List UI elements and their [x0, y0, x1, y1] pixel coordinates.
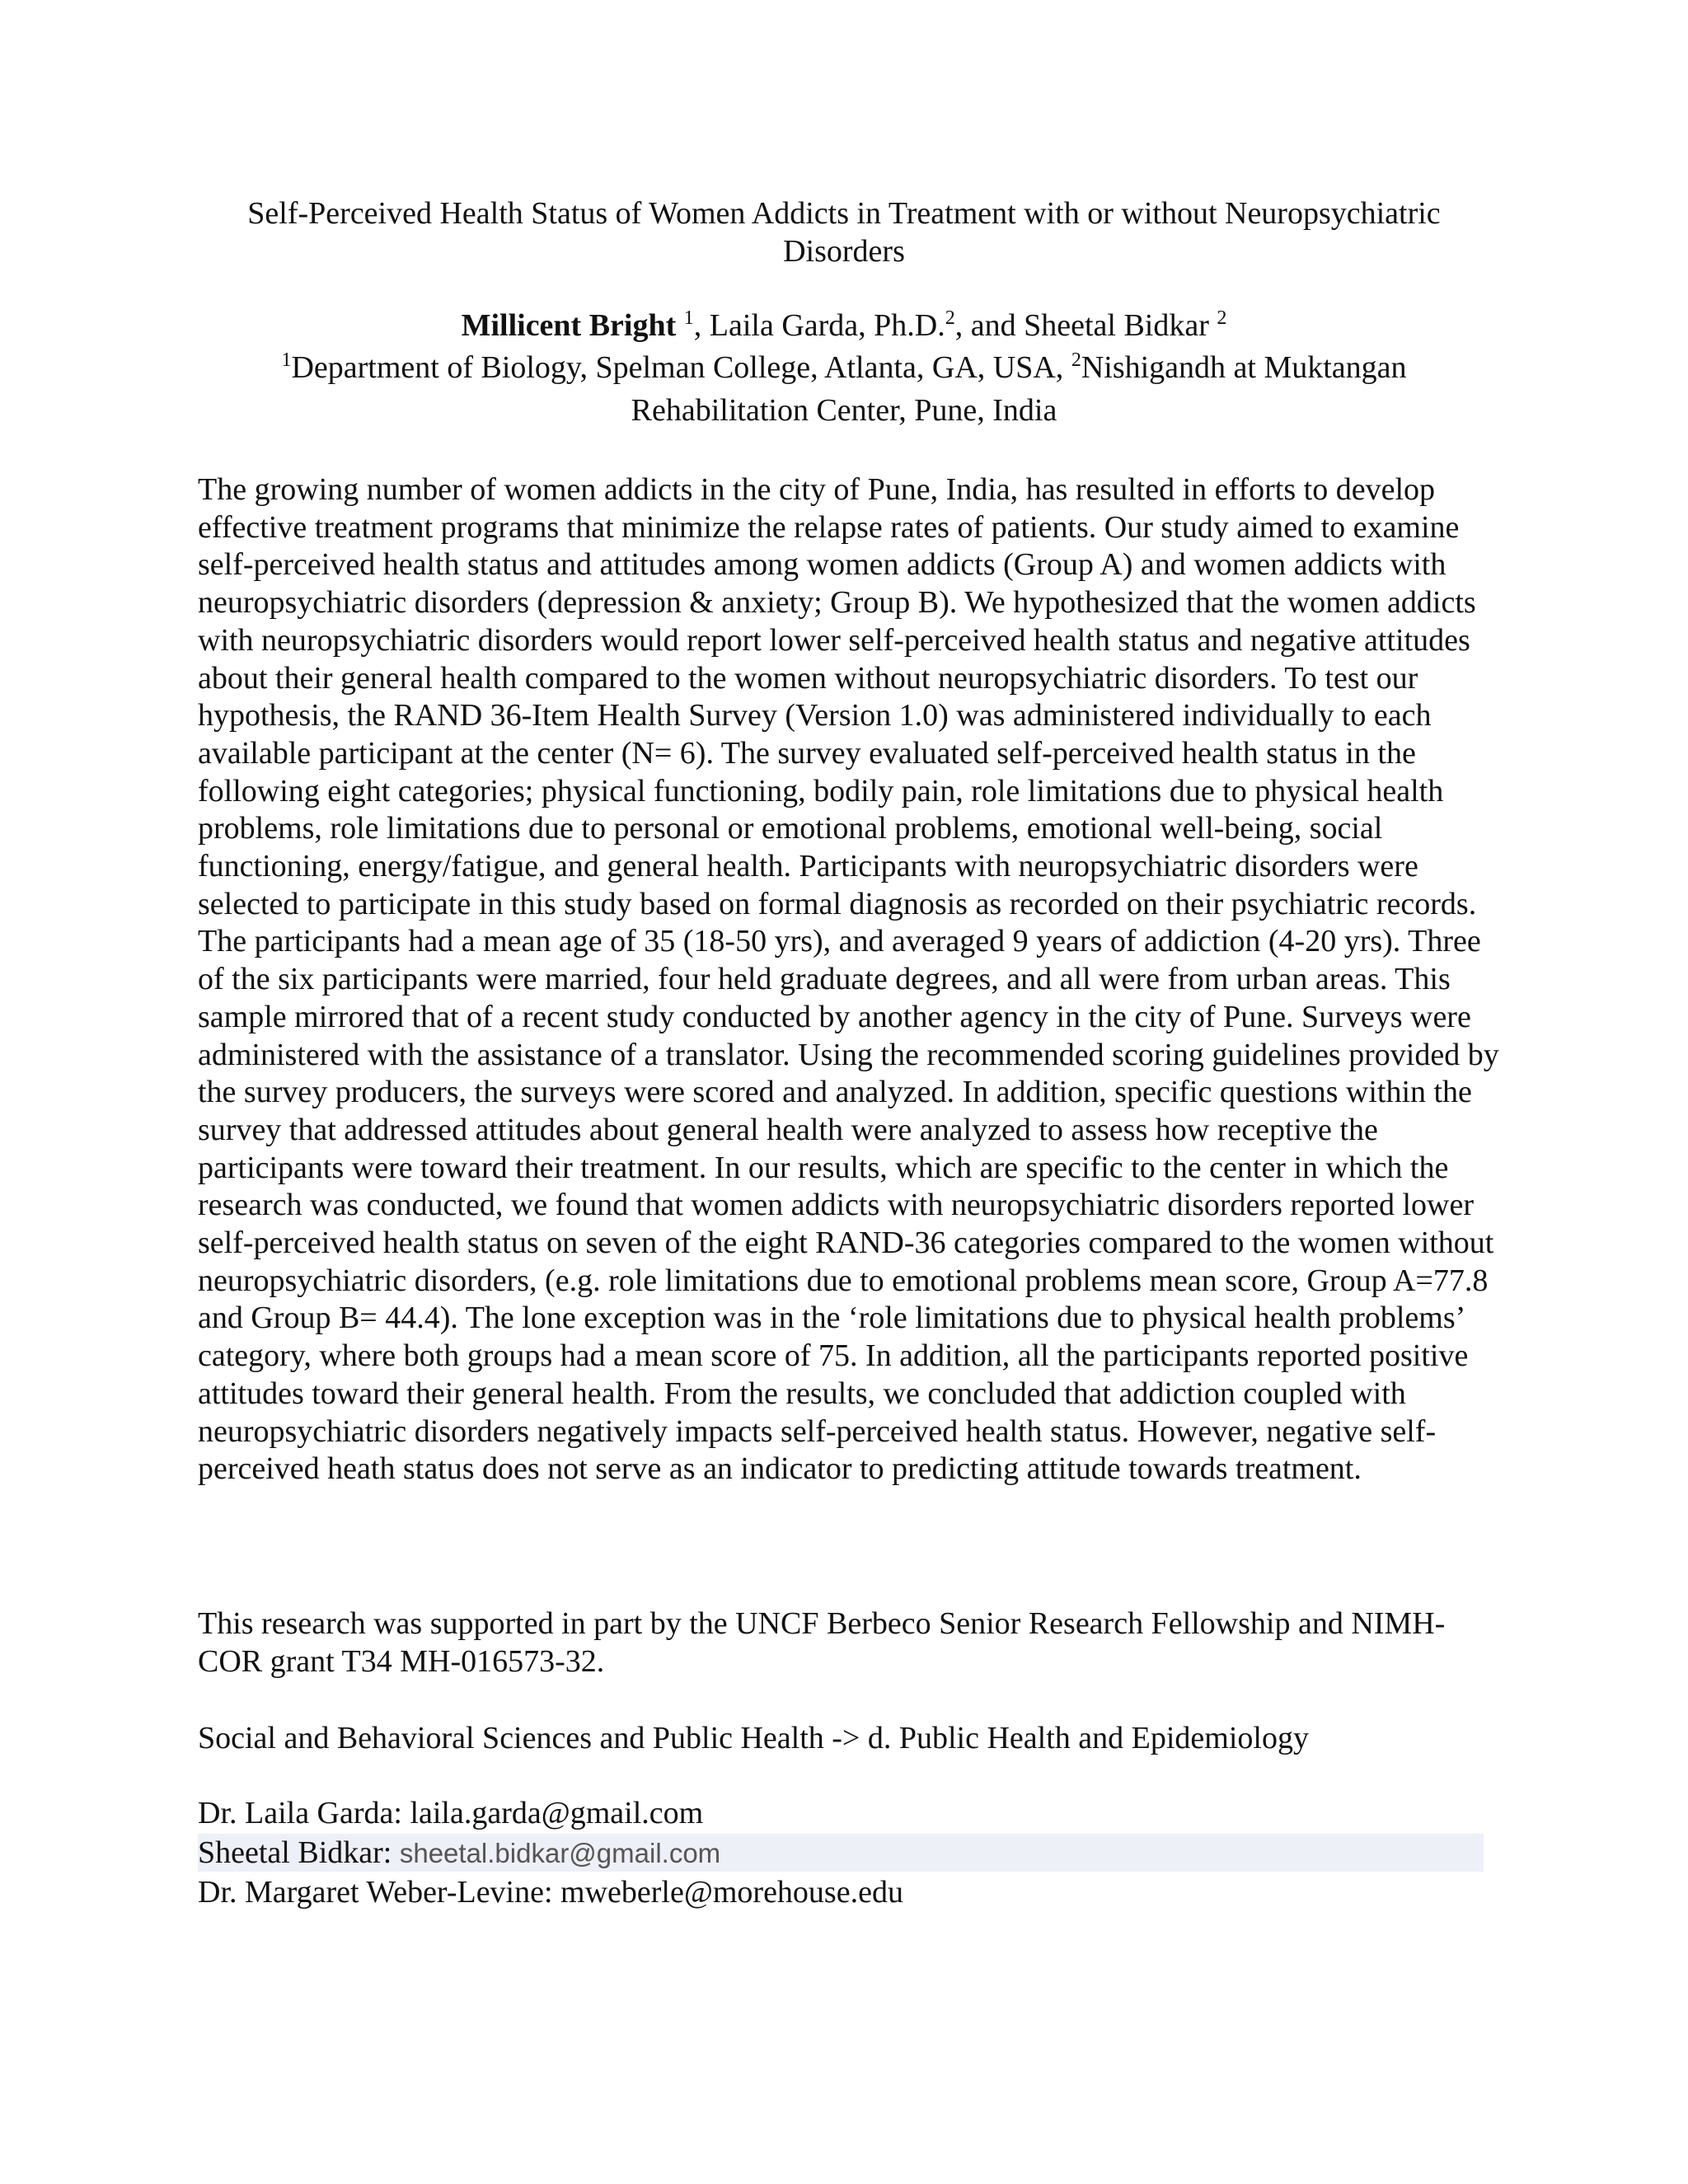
paper-title: Self-Perceived Health Status of Women Addicts in Treatment with or without Neuropsychiatric Disorders [247, 196, 1441, 269]
funding-statement: This research was supported in part by the UNCF Berbeco Senior Research Fellowship and NIMH-COR grant T34 MH-016573-32. [198, 1606, 1446, 1679]
contact-list [198, 1794, 1484, 1911]
contact-label: Dr. Margaret Weber-Levine: [198, 1875, 561, 1910]
contact-line [198, 1794, 1484, 1832]
contact-email-link[interactable]: mweberle@morehouse.edu [560, 1875, 903, 1910]
contact-label: Dr. Laila Garda: [198, 1796, 410, 1830]
affiliation-2-text: Nishigandh at Muktangan Rehabilitation Center, Pune, India [631, 350, 1407, 428]
author-3-sup: 2 [1217, 307, 1227, 329]
abstract-body: The growing number of women addicts in the city of Pune, India, has resulted in efforts to develop effective treatment programs that minimize the relapse rates of patients. Our study aimed to examine self-perceived health status and attitudes among women addicts (Group A) and women addicts with neuropsychiatric disorders (depression & anxiety; Group B). We hypothesized that the women addicts with neuropsychiatric disorders would report lower self-perceived health status and negative attitudes about their general health compared to the women without neuropsychiatric disorders. To test our hypothesis, the RAND 36-Item Health Survey (Version 1.0) was administered individually to each available participant at the center (N= 6). The survey evaluated self-perceived health status in the following eight categories; physical functioning, bodily pain, role limitations due to physical health problems, role limitations due to personal or emotional problems, emotional well-being, social functioning, energy/fatigue, and general health. Participants with neuropsychiatric disorders were selected to participate in this study based on formal diagnosis as recorded on their psychiatric records. The participants had a mean age of 35 (18-50 yrs), and averaged 9 years of addiction (4-20 yrs). Three of the six participants were married, four held graduate degrees, and all were from urban areas. This sample mirrored that of a recent study conducted by another agency in the city of Pune. Surveys were administered with the assistance of a translator. Using the recommended scoring guidelines provided by the survey producers, the surveys were scored and analyzed. In addition, specific questions within the survey that addressed attitudes about general health were analyzed to assess how receptive the participants were toward their treatment. In our results, which are specific to the center in which the research was conducted, we found that women addicts with neuropsychiatric disorders reported lower self-perceived health status on seven of the eight RAND-36 categories compared to the women without neuropsychiatric disorders, (e.g. role limitations due to emotional problems mean score, Group A=77.8 and Group B= 44.4). The lone exception was in the ‘role limitations due to physical health problems’ category, where both groups had a mean score of 75. In addition, all the participants reported positive attitudes toward their general health. From the results, we concluded that addiction coupled with neuropsychiatric disorders negatively impacts self-perceived health status. However, negative self-perceived heath status does not serve as an indicator to predicting attitude towards treatment. [198, 472, 1499, 1487]
affiliation-1-sup: 1 [281, 349, 292, 371]
author-line [198, 305, 1490, 346]
author-1-sup: 1 [683, 307, 694, 329]
contact-line [198, 1873, 1484, 1911]
contact-line [198, 1834, 1484, 1872]
author-2-name: , Laila Garda, Ph.D. [693, 308, 945, 343]
author-1-name: Millicent Bright [461, 308, 677, 343]
contact-email-link[interactable]: sheetal.bidkar@gmail.com [399, 1838, 721, 1868]
affiliation-1-text: Department of Biology, Spelman College, Atlanta, GA, USA, [291, 350, 1071, 385]
subject-category: Social and Behavioral Sciences and Public Health -> d. Public Health and Epidemiology [198, 1721, 1309, 1755]
contact-email-link[interactable]: laila.garda@gmail.com [410, 1796, 704, 1830]
author-2-sup: 2 [945, 307, 955, 329]
affiliation-2-sup: 2 [1071, 349, 1081, 371]
contact-label: Sheetal Bidkar: [198, 1835, 400, 1870]
author-3-name: , and Sheetal Bidkar [954, 308, 1209, 343]
affiliations [198, 346, 1490, 432]
